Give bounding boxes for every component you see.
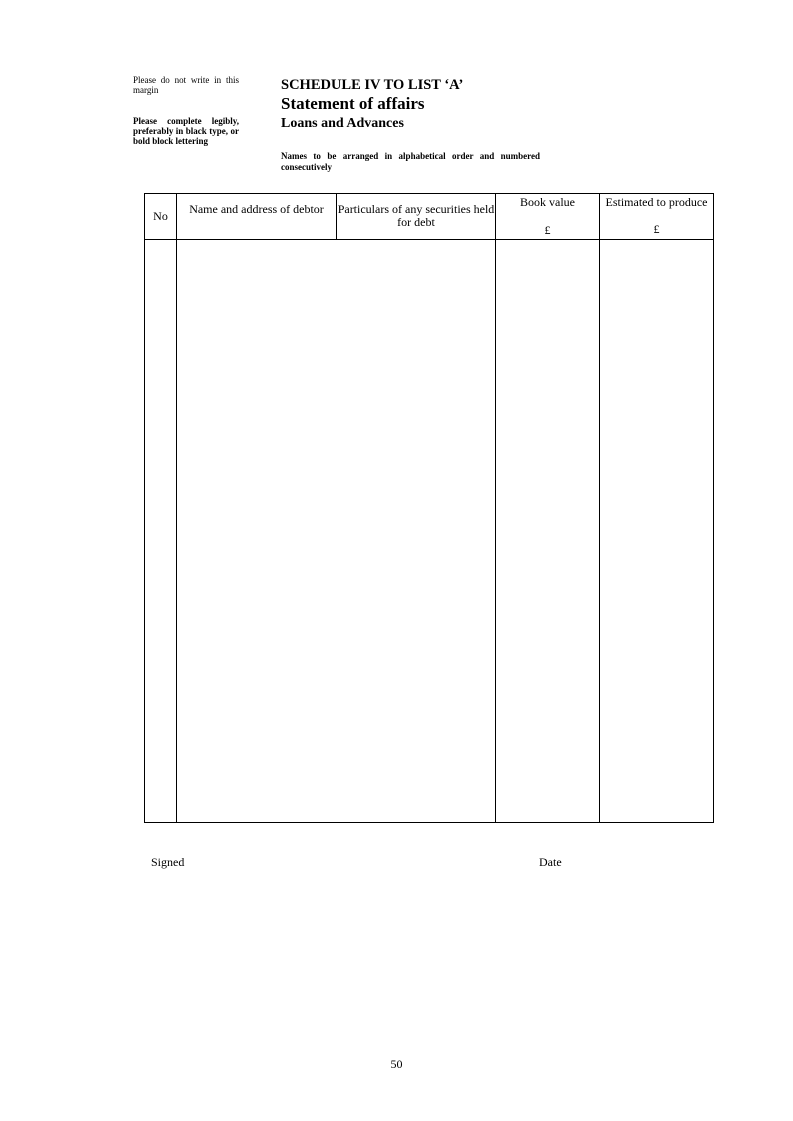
margin-note-do-not-write: Please do not write in this margin [133, 75, 239, 95]
column-header-name-address-label: Name and address of debtor [189, 202, 324, 216]
schedule-title: SCHEDULE IV TO LIST ‘A’ [281, 77, 464, 93]
table-row [145, 240, 714, 823]
column-header-book-value [496, 194, 600, 240]
date-label: Date [539, 855, 562, 869]
book-value-currency-symbol: £ [544, 223, 551, 237]
cell-estimated[interactable] [600, 240, 714, 823]
column-header-name-address [177, 194, 337, 240]
column-header-particulars-label: Particulars of any securities held for debt [337, 202, 495, 229]
column-header-no-label: No [153, 209, 168, 223]
cell-name-address[interactable] [177, 240, 496, 823]
cell-no[interactable] [145, 240, 177, 823]
estimated-currency-symbol: £ [653, 222, 660, 236]
signed-label: Signed [151, 855, 185, 869]
loans-advances-table [144, 193, 714, 823]
margin-note-complete-legibly: Please complete legibly, preferably in black type, or bold block lettering [133, 116, 239, 146]
loans-and-advances-subtitle: Loans and Advances [281, 116, 404, 131]
ordering-instruction: Names to be arranged in alphabetical order and numbered consecutively [281, 151, 540, 172]
column-header-estimated [600, 194, 714, 240]
table-header-row [145, 194, 714, 240]
cell-book-value[interactable] [496, 240, 600, 823]
column-header-particulars [337, 194, 496, 240]
statement-title: Statement of affairs [281, 94, 425, 113]
column-header-book-value-label: Book value [520, 195, 575, 209]
heading-block [281, 76, 581, 134]
page-number: 50 [390, 1057, 403, 1071]
column-header-estimated-label: Estimated to produce [605, 195, 708, 209]
column-header-no [145, 194, 177, 240]
